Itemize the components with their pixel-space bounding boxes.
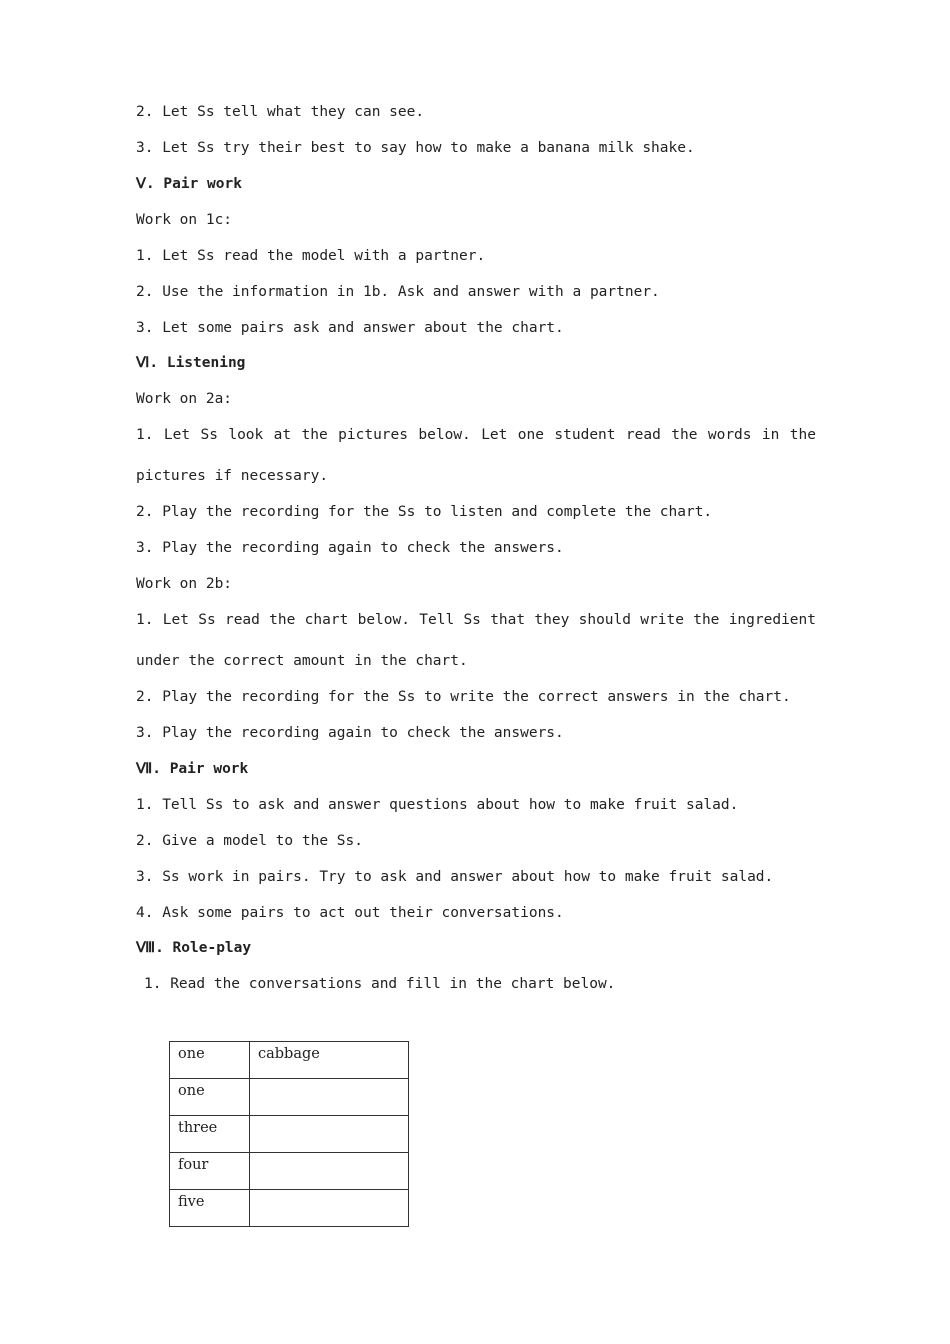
ingredient-cell[interactable] [250,1079,409,1116]
ingredient-cell[interactable]: cabbage [250,1042,409,1079]
text-line: 2. Play the recording for the Ss to write the correct answers in the chart. [136,689,791,705]
text-line: 3. Play the recording again to check the answers. [136,540,564,556]
text-line: 3. Play the recording again to check the answers. [136,725,564,741]
subheading: Work on 2a: [136,391,233,407]
text-line: 2. Give a model to the Ss. [136,833,363,849]
text-line: 1. Read the conversations and fill in the chart below. [144,976,616,992]
text-line: 1. Tell Ss to ask and answer questions about how to make fruit salad. [136,797,739,813]
text-line: under the correct amount in the chart. [136,653,468,669]
text-line: 2. Use the information in 1b. Ask and answer with a partner. [136,284,660,300]
table-row [170,1190,409,1227]
table-row [170,1153,409,1190]
amount-cell: three [170,1116,250,1153]
text-line: pictures if necessary. [136,468,329,484]
text-line: 4. Ask some pairs to act out their conversations. [136,905,564,921]
fill-in-chart [169,1041,409,1227]
table-row [170,1079,409,1116]
text-line: 1. Let Ss look at the pictures below. Let one student read the words in the [136,427,816,443]
section-heading: Ⅷ. Role-play [136,940,252,956]
subheading: Work on 1c: [136,212,233,228]
text-line: 1. Let Ss read the model with a partner. [136,248,486,264]
section-heading: Ⅶ. Pair work [136,761,249,777]
amount-cell: four [170,1153,250,1190]
table-row [170,1042,409,1079]
text-line: 3. Let some pairs ask and answer about the chart. [136,320,564,336]
section-heading: Ⅴ. Pair work [136,176,242,192]
table-row [170,1116,409,1153]
ingredient-cell[interactable] [250,1116,409,1153]
text-line: 2. Play the recording for the Ss to listen and complete the chart. [136,504,713,520]
ingredient-cell[interactable] [250,1190,409,1227]
amount-cell: five [170,1190,250,1227]
amount-cell: one [170,1079,250,1116]
text-line: 3. Ss work in pairs. Try to ask and answer about how to make fruit salad. [136,869,774,885]
amount-cell: one [170,1042,250,1079]
text-line: 2. Let Ss tell what they can see. [136,104,425,120]
text-line: 3. Let Ss try their best to say how to make a banana milk shake. [136,140,695,156]
ingredient-cell[interactable] [250,1153,409,1190]
text-line: 1. Let Ss read the chart below. Tell Ss that they should write the ingredient [136,612,816,628]
section-heading: Ⅵ. Listening [136,355,246,371]
subheading: Work on 2b: [136,576,233,592]
